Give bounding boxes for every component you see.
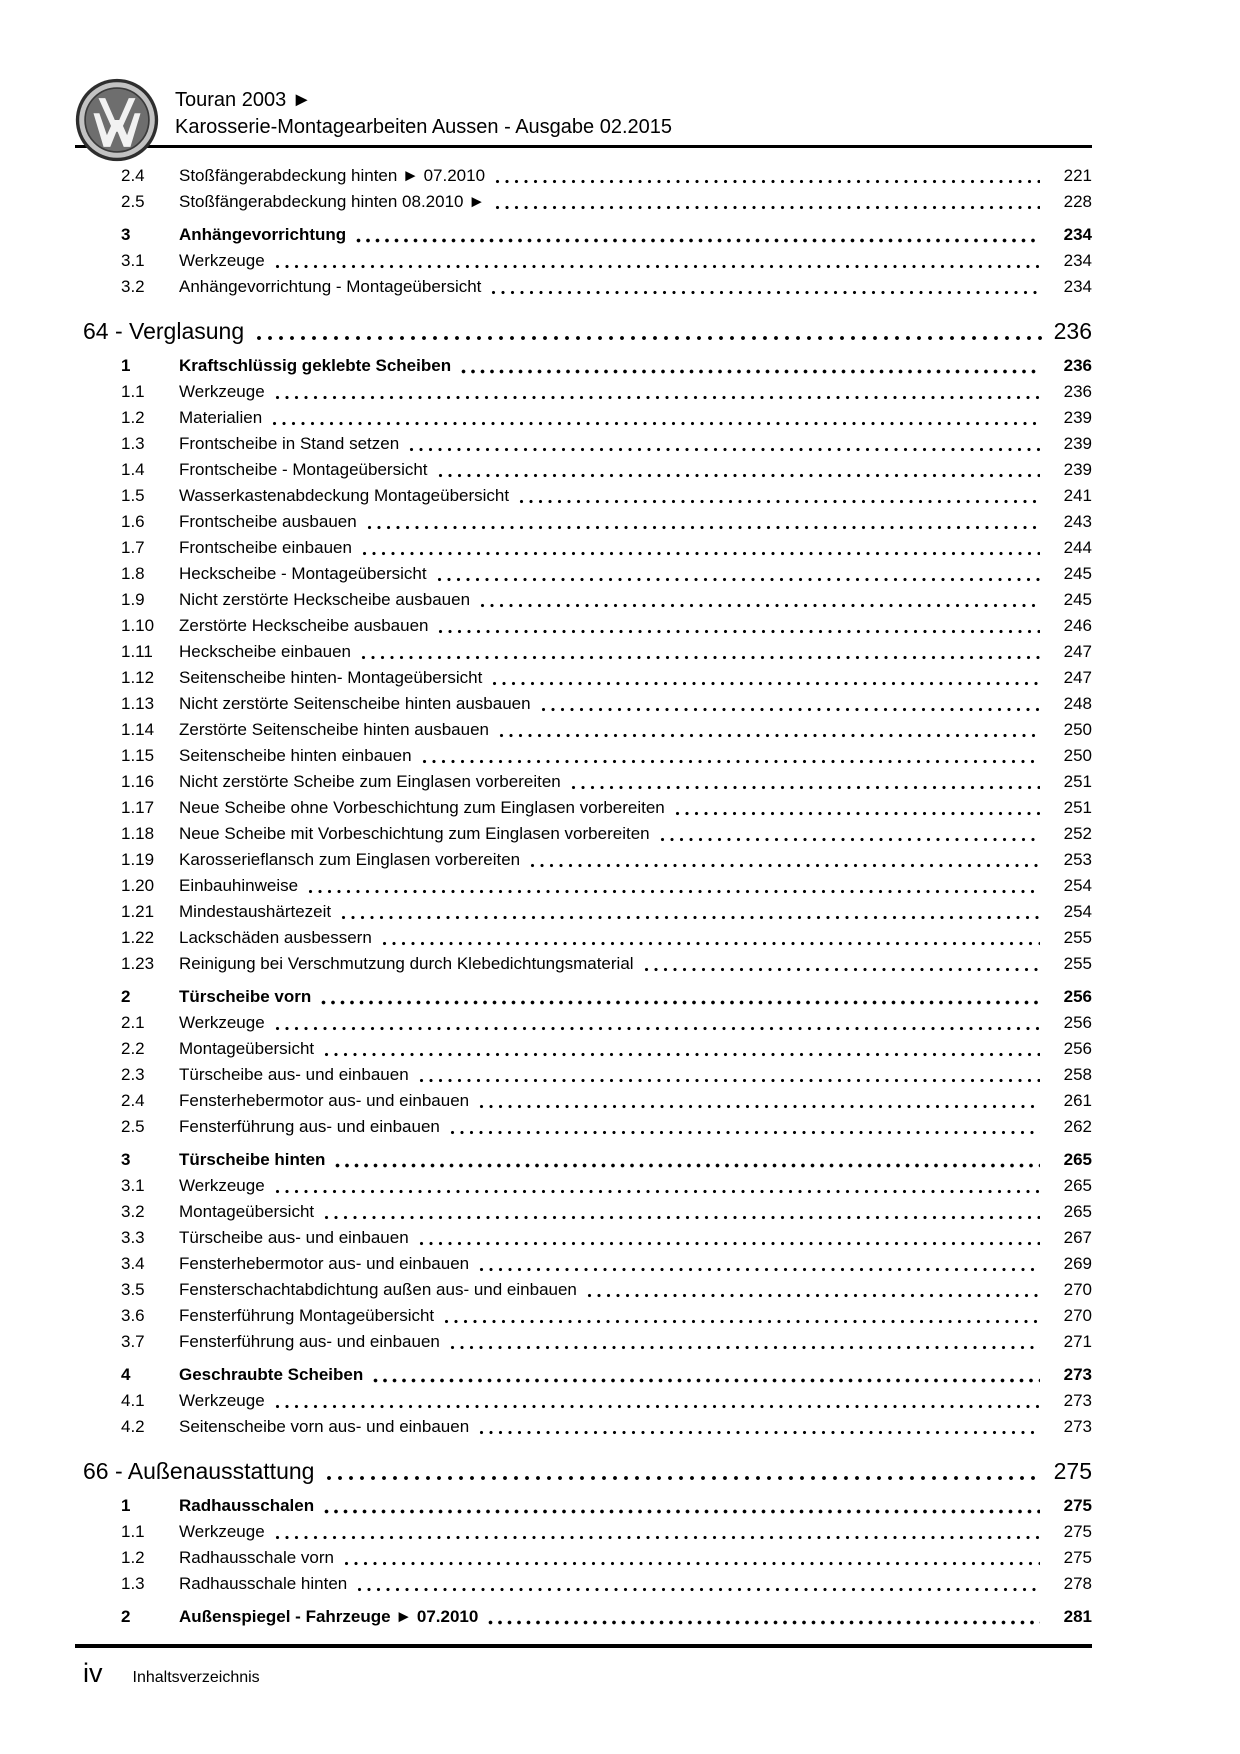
dot-leader [361,655,1040,660]
toc-entry [75,847,1092,873]
toc-page-number: 256 [1063,1013,1092,1032]
toc-entry-title: Nicht zerstörte Seitenscheibe hinten ausbauen [179,694,531,713]
toc-entry-number: 2.5 [121,1117,145,1136]
toc-entry [75,1147,1092,1173]
toc-entry-title: Materialien [179,408,263,427]
toc-entry-number: 1.3 [121,434,145,453]
toc-entry-number: 3.2 [121,1202,145,1221]
toc-entry-title: Werkzeuge [179,382,265,401]
toc-entry-title: Radhausschale hinten [179,1574,348,1593]
toc-entry-title: Reinigung bei Verschmutzung durch Klebedichtungsmaterial [179,954,634,973]
dot-leader [492,681,1040,686]
toc-entry-number: 1.2 [121,408,145,427]
toc-entry-title: Fensterführung aus- und einbauen [179,1117,440,1136]
dot-leader [444,1319,1040,1324]
dot-leader [450,1345,1040,1350]
toc-entry [75,717,1092,743]
toc-entry [75,613,1092,639]
dot-leader [326,1475,1042,1481]
toc-entry [75,984,1092,1010]
toc-entry-number: 1.2 [121,1548,145,1567]
toc-page-number: 269 [1063,1254,1092,1273]
toc-entry-number: 1.19 [121,850,155,869]
toc-entry [75,743,1092,769]
toc-entry [75,1036,1092,1062]
toc-entry-number: 4.1 [121,1391,145,1410]
toc-page-number: 261 [1063,1091,1092,1110]
toc-entry-number: 1.6 [121,512,145,531]
dot-leader [491,290,1040,295]
toc-page-number: 275 [1063,1496,1092,1515]
toc-entry-number: 3.2 [121,277,145,296]
toc-page-number: 252 [1063,824,1092,843]
header-text [175,78,1092,141]
toc-page-number: 262 [1063,1117,1092,1136]
page-header [75,78,1092,148]
toc-entry [75,587,1092,613]
toc-entry-title: Fensterhebermotor aus- und einbauen [179,1254,470,1273]
toc-entry-title: Einbauhinweise [179,876,299,895]
toc-page-number: 246 [1063,616,1092,635]
toc-page-number: 265 [1063,1176,1092,1195]
toc-entry [75,1571,1092,1597]
toc-entry-title: Seitenscheibe hinten einbauen [179,746,412,765]
dot-leader [324,1215,1040,1220]
toc-page-number: 243 [1063,512,1092,531]
toc-page-number: 239 [1063,460,1092,479]
dot-leader [419,1078,1040,1083]
dot-leader [321,1000,1040,1005]
toc-entry-number: 1.8 [121,564,145,583]
toc-entry-title: Mindestaushärtezeit [179,902,332,921]
toc-entry [75,163,1092,189]
toc-entry-title: Montageübersicht [179,1202,315,1221]
dot-leader [450,1130,1040,1135]
toc-entry-title: Zerstörte Seitenscheibe hinten ausbauen [179,720,489,739]
toc-entry-number: 3.5 [121,1280,145,1299]
toc-entry-title: Montageübersicht [179,1039,315,1058]
dot-leader [356,238,1040,243]
toc-page-number: 281 [1063,1607,1092,1626]
toc-page-number: 273 [1063,1417,1092,1436]
toc-entry [75,925,1092,951]
toc-entry-title: Anhängevorrichtung [179,225,347,244]
toc-entry-number: 1.5 [121,486,145,505]
toc-page-number: 275 [1053,1458,1092,1484]
toc-entry-title: Fensterführung Montageübersicht [179,1306,435,1325]
toc-page-number: 236 [1063,356,1092,375]
toc-entry-title: Zerstörte Heckscheibe ausbauen [179,616,429,635]
dot-leader [272,421,1040,426]
toc-entry [75,483,1092,509]
toc-page-number: 241 [1063,486,1092,505]
dot-leader [495,205,1040,210]
toc-page-number: 265 [1063,1202,1092,1221]
toc-entry [75,691,1092,717]
toc-entry-title: Radhausschalen [179,1496,315,1515]
dot-leader [499,733,1040,738]
toc-page-number: 244 [1063,538,1092,557]
toc-entry-number: 1.13 [121,694,155,713]
dot-leader [275,1535,1040,1540]
dot-leader [367,525,1040,530]
dot-leader [438,473,1040,478]
toc-entry [75,405,1092,431]
toc-page-number: 270 [1063,1280,1092,1299]
toc-entry-title: Stoßfängerabdeckung hinten 08.2010 ► [179,192,486,211]
toc-page-number: 250 [1063,746,1092,765]
toc-entry-number: 1.1 [121,1522,145,1541]
toc-entry-title: Werkzeuge [179,1391,265,1410]
toc-page-number: 234 [1063,277,1092,296]
toc-entry [75,1251,1092,1277]
toc-entry [75,769,1092,795]
toc-entry-title: Seitenscheibe hinten- Montageübersicht [179,668,483,687]
toc-entry [75,1414,1092,1440]
toc-page-number: 234 [1063,225,1092,244]
toc-entry-number: 1.15 [121,746,155,765]
toc-page-number: 271 [1063,1332,1092,1351]
toc-page-number: 236 [1053,318,1092,344]
dot-leader [479,1104,1040,1109]
toc-entry-title: Türscheibe hinten [179,1150,326,1169]
toc-entry-number: 3.1 [121,251,145,270]
toc-page-number: 267 [1063,1228,1092,1247]
toc-entry-number: 3.7 [121,1332,145,1351]
toc-page-number: 258 [1063,1065,1092,1084]
dot-leader [362,551,1040,556]
dot-leader [519,499,1040,504]
toc-entry [75,1303,1092,1329]
dot-leader [422,759,1040,764]
toc-entry-number: 3.1 [121,1176,145,1195]
toc-entry-number: 2 [121,1607,131,1626]
toc-entry-number: 1.9 [121,590,145,609]
toc-entry [75,1493,1092,1519]
dot-leader [275,1026,1040,1031]
toc-section-heading [75,316,1092,346]
toc-page-number: 273 [1063,1391,1092,1410]
toc-entry-number: 1.3 [121,1574,145,1593]
dot-leader [530,863,1040,868]
toc-entry-number: 3.3 [121,1228,145,1247]
toc-entry [75,1362,1092,1388]
toc-page-number: 256 [1063,987,1092,1006]
toc-entry-number: 1.4 [121,460,145,479]
toc-entry-number: 1.17 [121,798,155,817]
toc-page-number: 275 [1063,1548,1092,1567]
toc-entry-title: Stoßfängerabdeckung hinten ► 07.2010 [179,166,486,185]
toc-entry-title: Radhausschale vorn [179,1548,334,1567]
toc-page-number: 253 [1063,850,1092,869]
dot-leader [571,785,1040,790]
toc-entry-number: 1.12 [121,668,155,687]
toc-entry-title: Frontscheibe in Stand setzen [179,434,400,453]
dot-leader [438,629,1040,634]
toc-entry-title: Wasserkastenabdeckung Montageübersicht [179,486,510,505]
dot-leader [495,179,1040,184]
toc-entry [75,1329,1092,1355]
toc-section-heading [75,1456,1092,1486]
toc-page-number: 255 [1063,928,1092,947]
dot-leader [480,603,1040,608]
table-of-contents [75,163,1092,1630]
toc-entry-number: 2.5 [121,192,145,211]
toc-entry [75,274,1092,300]
toc-entry [75,821,1092,847]
toc-entry [75,1519,1092,1545]
vw-logo-icon [75,78,159,162]
toc-entry [75,1199,1092,1225]
toc-entry [75,222,1092,248]
dot-leader [541,707,1040,712]
dot-leader [275,1189,1040,1194]
toc-entry [75,535,1092,561]
toc-entry-number: 2 [121,987,131,1006]
toc-page-number: 248 [1063,694,1092,713]
toc-page-number: 239 [1063,434,1092,453]
toc-entry [75,1225,1092,1251]
toc-page-number: 278 [1063,1574,1092,1593]
toc-page-number: 239 [1063,408,1092,427]
toc-entry-title: Fensterführung aus- und einbauen [179,1332,440,1351]
dot-leader [488,1620,1040,1625]
dot-leader [660,837,1040,842]
dot-leader [324,1052,1040,1057]
toc-entry-number: 1.1 [121,382,145,401]
toc-entry [75,379,1092,405]
dot-leader [275,1404,1040,1409]
toc-entry [75,899,1092,925]
toc-entry [75,1545,1092,1571]
toc-entry-number: 1.11 [121,642,153,661]
toc-entry-number: 4 [121,1365,131,1384]
toc-page-number: 255 [1063,954,1092,973]
toc-entry-title: Heckscheibe einbauen [179,642,352,661]
toc-entry-title: Frontscheibe ausbauen [179,512,357,531]
toc-entry [75,1388,1092,1414]
toc-page-number: 251 [1063,772,1092,791]
toc-entry-title: Türscheibe vorn [179,987,312,1006]
toc-entry-title: Werkzeuge [179,1522,265,1541]
toc-entry-title: Werkzeuge [179,251,265,270]
toc-page-number: 256 [1063,1039,1092,1058]
toc-entry [75,353,1092,379]
toc-entry-title: Neue Scheibe ohne Vorbeschichtung zum Einglasen vorbereiten [179,798,665,817]
toc-entry-title: Türscheibe aus- und einbauen [179,1065,409,1084]
toc-entry-title: Seitenscheibe vorn aus- und einbauen [179,1417,470,1436]
toc-entry-number: 1.7 [121,538,145,557]
toc-entry-title: Lackschäden ausbessern [179,928,372,947]
dot-leader [357,1587,1040,1592]
toc-entry-number: 1.21 [121,902,155,921]
dot-leader [275,264,1040,269]
toc-entry-title: Werkzeuge [179,1176,265,1195]
toc-entry-number: 1.23 [121,954,155,973]
toc-entry [75,873,1092,899]
toc-entry-title: Karosserieflansch zum Einglasen vorbereiten [179,850,521,869]
dot-leader [479,1430,1040,1435]
toc-page-number: 221 [1063,166,1092,185]
toc-entry [75,1277,1092,1303]
toc-page-number: 254 [1063,876,1092,895]
toc-entry [75,795,1092,821]
toc-entry-title: Neue Scheibe mit Vorbeschichtung zum Einglasen vorbereiten [179,824,650,843]
footer-page-label: iv [83,1658,103,1688]
toc-entry-title: Geschraubte Scheiben [179,1365,364,1384]
header-subtitle: Karosserie-Montagearbeiten Aussen - Ausgabe 02.2015 [175,116,673,138]
toc-entry-title: Nicht zerstörte Heckscheibe ausbauen [179,590,471,609]
toc-entry-number: 3.6 [121,1306,145,1325]
toc-entry [75,248,1092,274]
toc-entry-number: 1.20 [121,876,155,895]
toc-entry-number: 3 [121,225,131,244]
toc-page-number: 245 [1063,590,1092,609]
toc-entry-number: 3.4 [121,1254,145,1273]
toc-entry-number: 1.22 [121,928,155,947]
toc-entry [75,509,1092,535]
toc-entry-title: Frontscheibe einbauen [179,538,352,557]
toc-entry-number: 1.14 [121,720,155,739]
toc-entry-number: 1.10 [121,616,155,635]
dot-leader [644,967,1040,972]
dot-leader [382,941,1040,946]
dot-leader [419,1241,1040,1246]
toc-page-number: 275 [1063,1522,1092,1541]
toc-entry-number: 3 [121,1150,131,1169]
toc-entry [75,639,1092,665]
toc-entry-title: Heckscheibe - Montageübersicht [179,564,427,583]
toc-page-number: 250 [1063,720,1092,739]
toc-entry [75,1088,1092,1114]
toc-page-number: 247 [1063,642,1092,661]
toc-entry-number: 1 [121,356,131,375]
dot-leader [675,811,1040,816]
toc-page-number: 228 [1063,192,1092,211]
toc-page-number: 245 [1063,564,1092,583]
toc-page-number: 234 [1063,251,1092,270]
toc-entry [75,431,1092,457]
toc-entry-title: Außenspiegel - Fahrzeuge ► 07.2010 [179,1607,479,1626]
toc-page-number: 265 [1063,1150,1092,1169]
toc-entry-title: Türscheibe aus- und einbauen [179,1228,409,1247]
dot-leader [324,1509,1040,1514]
dot-leader [341,915,1040,920]
toc-entry-number: 2.4 [121,1091,145,1110]
dot-leader [409,447,1040,452]
toc-page-number: 251 [1063,798,1092,817]
toc-entry-title: Fensterschachtabdichtung außen aus- und einbauen [179,1280,577,1299]
dot-leader [587,1293,1040,1298]
dot-leader [461,369,1040,374]
dot-leader [308,889,1040,894]
toc-entry [75,1604,1092,1630]
toc-entry-number: 1.16 [121,772,155,791]
toc-entry-title: Kraftschlüssig geklebte Scheiben [179,356,452,375]
toc-entry [75,1173,1092,1199]
toc-entry [75,457,1092,483]
dot-leader [479,1267,1040,1272]
page-footer [75,1644,1092,1689]
toc-page-number: 236 [1063,382,1092,401]
toc-entry [75,951,1092,977]
toc-entry [75,1114,1092,1140]
toc-section-label: 64 - Verglasung [83,318,245,344]
toc-entry-title: Nicht zerstörte Scheibe zum Einglasen vorbereiten [179,772,561,791]
toc-entry [75,1010,1092,1036]
toc-entry-title: Werkzeuge [179,1013,265,1032]
dot-leader [275,395,1040,400]
toc-entry-number: 4.2 [121,1417,145,1436]
toc-entry [75,1062,1092,1088]
header-title: Touran 2003 ► [175,89,312,111]
toc-entry [75,189,1092,215]
footer-text: Inhaltsverzeichnis [132,1669,260,1686]
toc-section-label: 66 - Außenausstattung [83,1458,315,1484]
toc-entry-number: 2.3 [121,1065,145,1084]
dot-leader [344,1561,1040,1566]
toc-entry [75,561,1092,587]
dot-leader [373,1378,1040,1383]
toc-entry-number: 2.4 [121,166,145,185]
toc-entry-title: Fensterhebermotor aus- und einbauen [179,1091,470,1110]
toc-entry [75,665,1092,691]
toc-entry-title: Frontscheibe - Montageübersicht [179,460,428,479]
toc-entry-number: 2.1 [121,1013,145,1032]
toc-page-number: 247 [1063,668,1092,687]
toc-page-number: 273 [1063,1365,1092,1384]
toc-entry-title: Anhängevorrichtung - Montageübersicht [179,277,482,296]
toc-page-number: 270 [1063,1306,1092,1325]
toc-page-number: 254 [1063,902,1092,921]
toc-entry-number: 1 [121,1496,131,1515]
dot-leader [335,1163,1040,1168]
dot-leader [256,335,1042,341]
dot-leader [437,577,1040,582]
toc-entry-number: 1.18 [121,824,155,843]
toc-entry-number: 2.2 [121,1039,145,1058]
